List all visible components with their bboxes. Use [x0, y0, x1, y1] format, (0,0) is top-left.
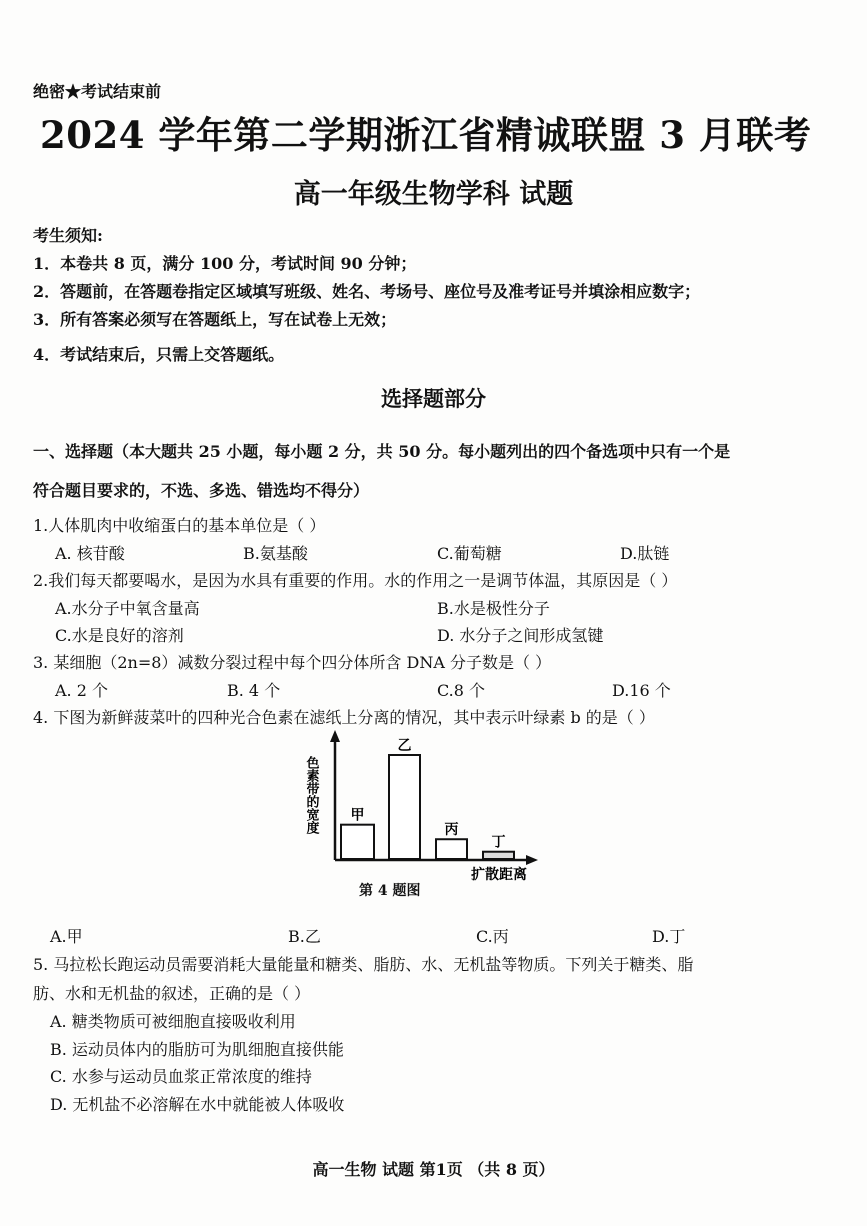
- notice-item: 3．所有答案必须写在答题纸上，写在试卷上无效；: [33, 310, 397, 329]
- question-2-option-b: B.水是极性分子: [437, 599, 550, 618]
- x-axis-arrow: [526, 855, 538, 865]
- question-1-option-a: A. 核苷酸: [55, 544, 125, 563]
- question-3-stem: 3. 某细胞（2n=8）减数分裂过程中每个四分体所含 DNA 分子数是（ ）: [33, 653, 552, 672]
- x-axis-label: 扩散距离: [471, 867, 527, 883]
- question-4-option-d: D.丁: [652, 927, 686, 946]
- question-3-option-b: B. 4 个: [227, 681, 281, 700]
- exam-subtitle: 高一年级生物学科 试题: [293, 179, 574, 210]
- question-2-option-c: C.水是良好的溶剂: [55, 626, 184, 645]
- y-axis-arrow: [330, 730, 340, 742]
- page-footer: 高一生物 试题 第1页 （共 8 页）: [312, 1160, 555, 1179]
- question-5-option-b: B. 运动员体内的脂肪可为肌细胞直接供能: [50, 1040, 344, 1059]
- notice-item: 2．答题前，在答题卷指定区域填写班级、姓名、考场号、座位号及准考证号并填涂相应数字；: [33, 282, 701, 301]
- question-1-option-c: C.葡萄糖: [437, 544, 502, 563]
- bar-label-1: 甲: [350, 807, 365, 824]
- question-2-stem: 2.我们每天都要喝水，是因为水具有重要的作用。水的作用之一是调节体温，其原因是（ ）: [33, 571, 678, 590]
- bar-2: [389, 755, 420, 859]
- y-axis-label: 色素带的宽度: [303, 756, 319, 834]
- notice-heading: 考生须知:: [33, 226, 103, 245]
- question-3-option-a: A. 2 个: [55, 681, 108, 700]
- bar-label-2: 乙: [397, 738, 412, 754]
- question-5-option-d: D. 无机盐不必溶解在水中就能被人体吸收: [50, 1095, 345, 1114]
- question-5-option-a: A. 糖类物质可被细胞直接吸收利用: [50, 1012, 296, 1031]
- section-instruction: 一、选择题（本大题共 25 小题，每小题 2 分，共 50 分。每小题列出的四个备选项中只有一个是: [33, 442, 731, 461]
- question-1-stem: 1.人体肌肉中收缩蛋白的基本单位是（ ）: [33, 516, 326, 535]
- notice-item: 4．考试结束后，只需上交答题纸。: [33, 345, 285, 364]
- notice-item: 1．本卷共 8 页，满分 100 分，考试时间 90 分钟；: [33, 254, 417, 273]
- question-2-option-a: A.水分子中氧含量高: [55, 599, 200, 618]
- question-3-option-c: C.8 个: [437, 681, 486, 700]
- bar-4: [483, 852, 514, 859]
- question-2-option-d: D. 水分子之间形成氢键: [437, 626, 604, 645]
- question-4-option-b: B.乙: [288, 927, 321, 946]
- bar-3: [436, 839, 467, 859]
- question-5-stem-cont: 肪、水和无机盐的叙述，正确的是（ ）: [33, 984, 311, 1003]
- exam-title: 2024 学年第二学期浙江省精诚联盟 3 月联考: [40, 113, 812, 157]
- confidential-label: 绝密★考试结束前: [33, 82, 162, 101]
- question-5-stem: 5. 马拉松长跑运动员需要消耗大量能量和糖类、脂肪、水、无机盐等物质。下列关于糖类、脂: [33, 955, 694, 974]
- bar-1: [341, 825, 374, 859]
- bar-label-4: 丁: [491, 834, 506, 851]
- question-4-stem: 4. 下图为新鲜菠菜叶的四种光合色素在滤纸上分离的情况，其中表示叶绿素 b 的是（ ）: [33, 708, 655, 727]
- section-instruction: 符合题目要求的，不选、多选、错选均不得分）: [33, 481, 370, 500]
- question-4-option-a: A.甲: [50, 927, 83, 946]
- question-3-option-d: D.16 个: [612, 681, 671, 700]
- chart-bars: [341, 738, 514, 859]
- question-5-option-c: C. 水参与运动员血浆正常浓度的维持: [50, 1067, 312, 1086]
- pigment-separation-chart: [285, 728, 555, 888]
- figure-caption: 第 4 题图: [359, 883, 421, 899]
- question-4-option-c: C.丙: [476, 927, 509, 946]
- question-1-option-b: B.氨基酸: [243, 544, 308, 563]
- question-1-option-d: D.肽链: [620, 544, 670, 563]
- section-title: 选择题部分: [381, 386, 486, 411]
- bar-label-3: 丙: [444, 822, 459, 839]
